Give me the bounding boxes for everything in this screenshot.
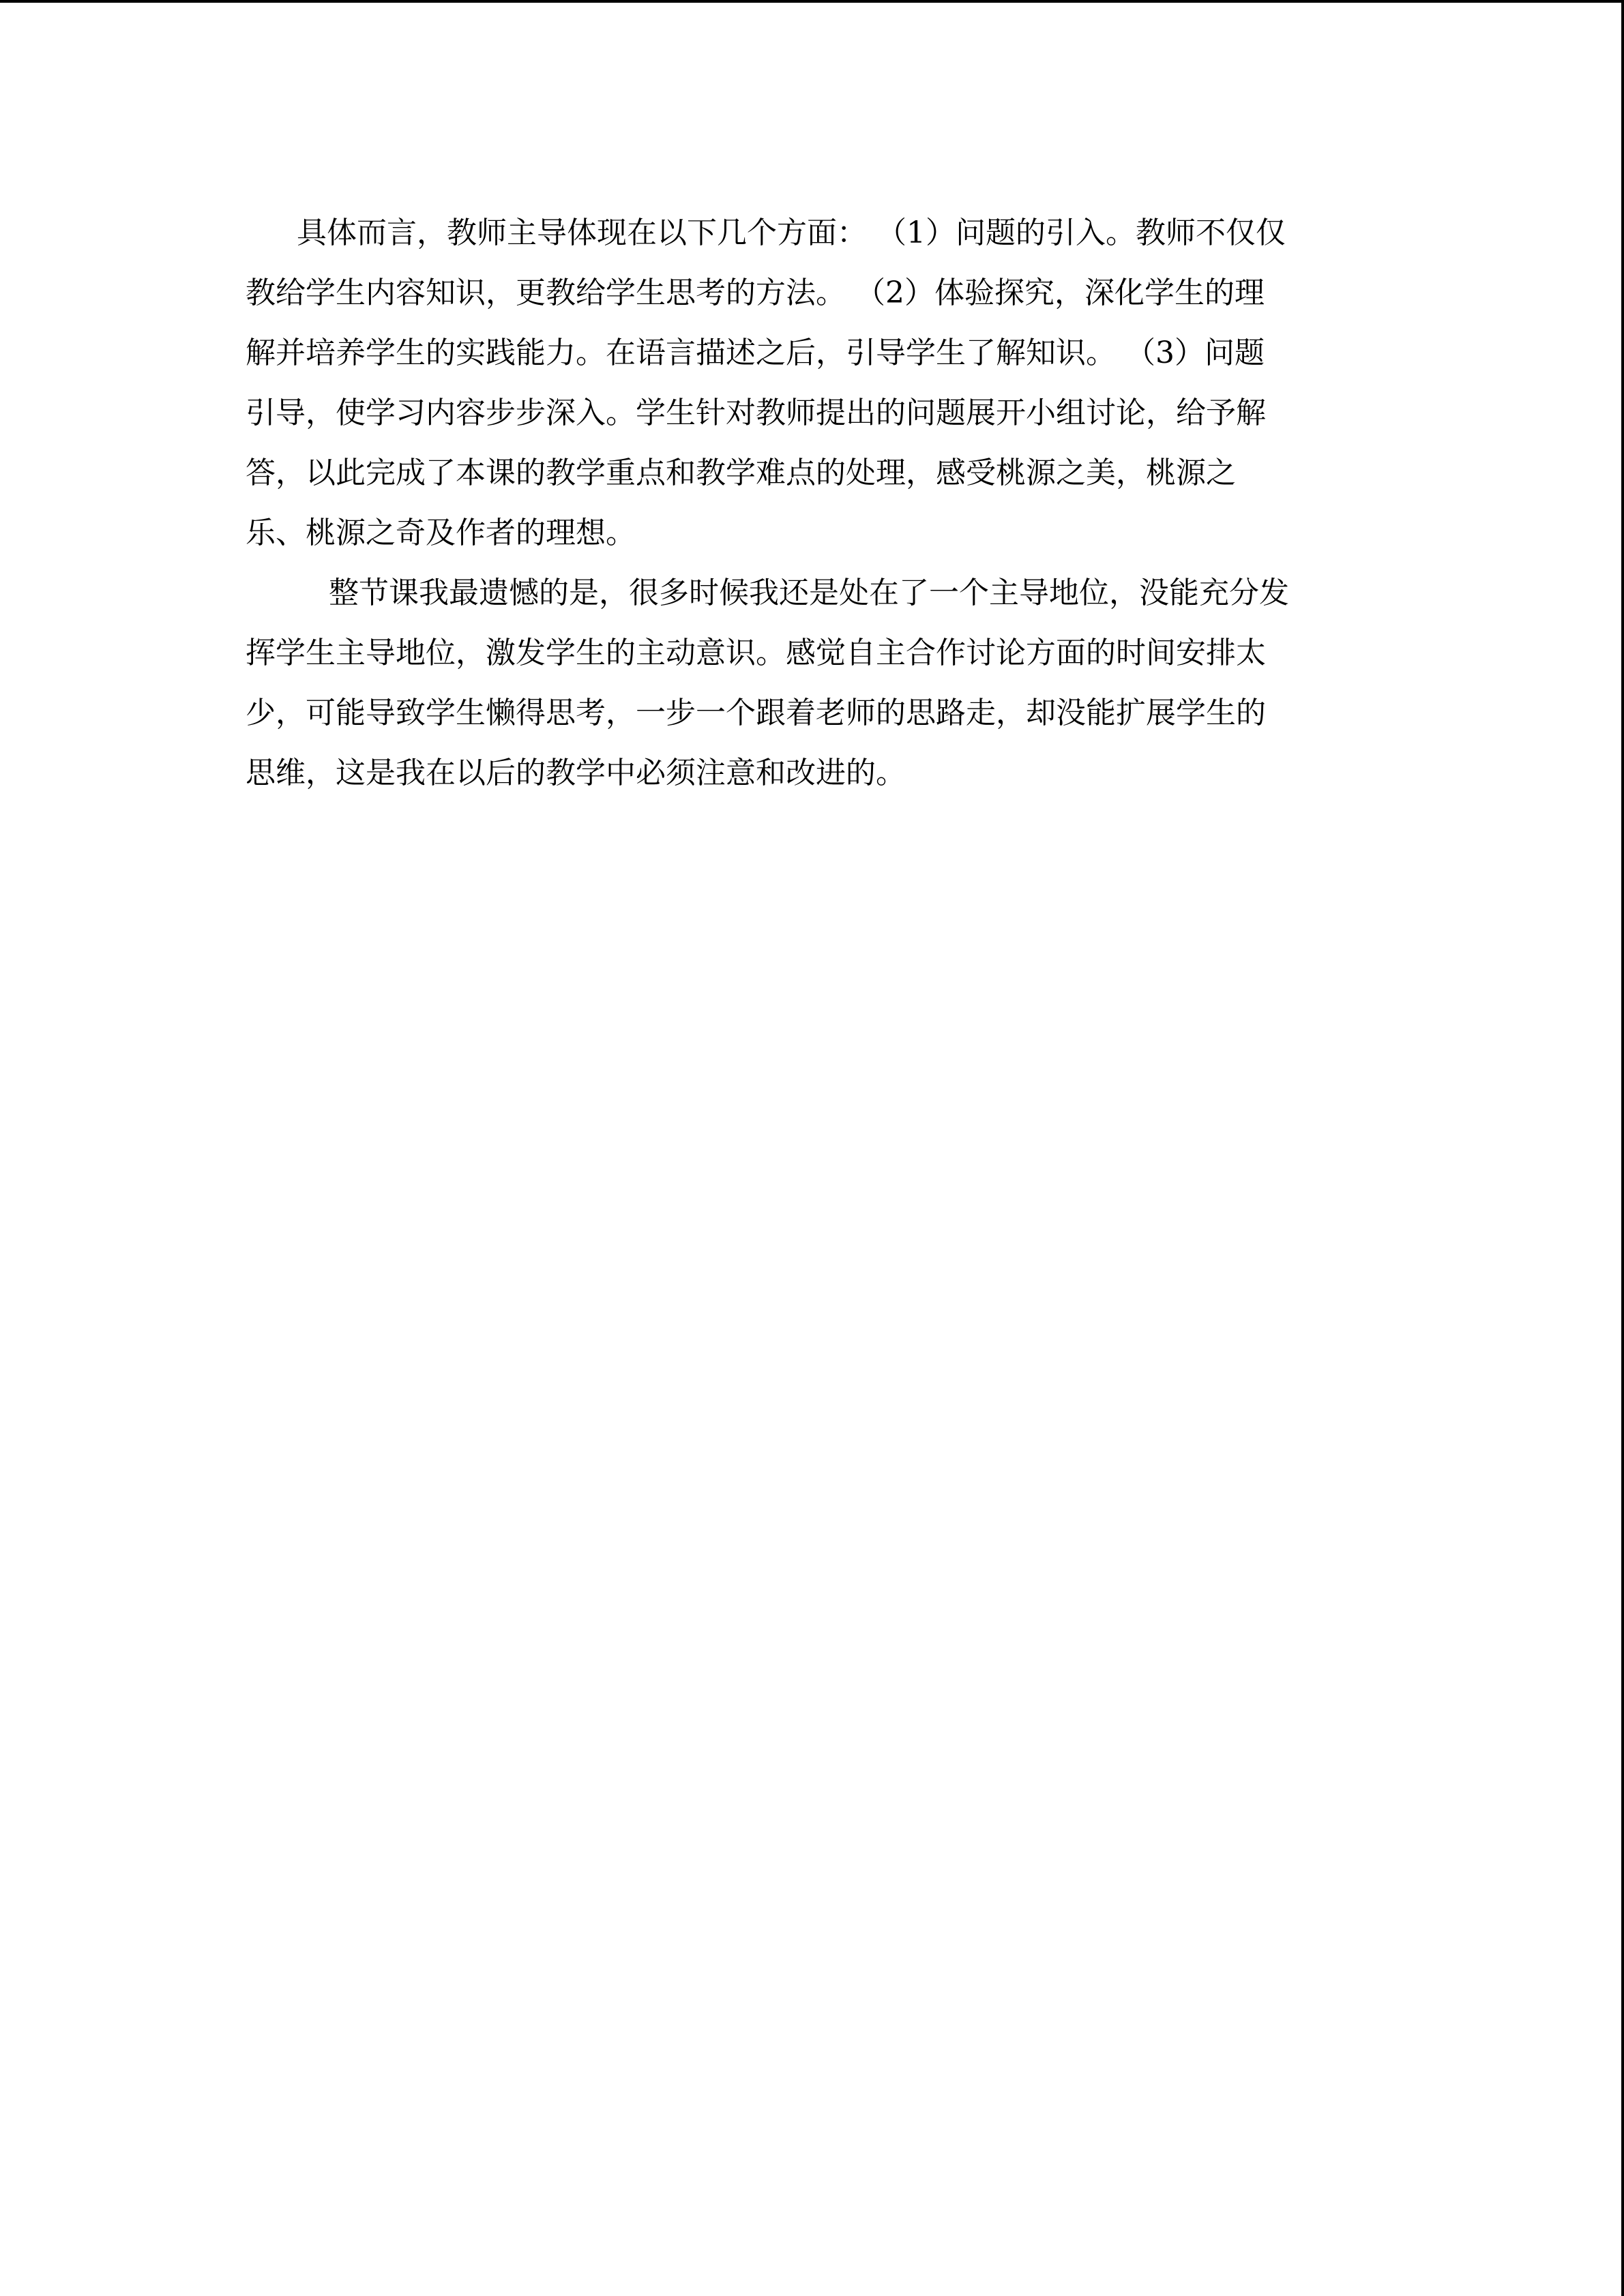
text-line: 教给学生内容知识，更教给学生思考的方法。 （2）体验探究，深化学生的理 [246,275,1265,310]
text-line: 整节课我最遗憾的是，很多时候我还是处在了一个主导地位，没能充分发 [329,576,1289,610]
text-line: 思维，这是我在以后的教学中必须注意和改进的。 [246,756,906,790]
page-right-border [1621,0,1624,2296]
page-top-border [0,0,1624,3]
text-line: 具体而言，教师主导体现在以下几个方面： （1）问题的引入。教师不仅仅 [297,215,1286,250]
text-line: 解并培养学生的实践能力。在语言描述之后，引导学生了解知识。 （3）问题 [246,336,1265,370]
text-line: 少，可能导致学生懒得思考，一步一个跟着老师的思路走，却没能扩展学生的 [246,696,1266,730]
text-line: 答，以此完成了本课的教学重点和教学难点的处理，感受桃源之美，桃源之 [246,456,1236,490]
text-line: 乐、桃源之奇及作者的理想。 [246,516,636,550]
document-body [246,203,1378,803]
text-line: 挥学生主导地位，激发学生的主动意识。感觉自主合作讨论方面的时间安排太 [246,636,1266,670]
paragraph-reflection [246,563,1378,803]
paragraph-teacher-guidance [246,203,1378,563]
text-line: 引导，使学习内容步步深入。学生针对教师提出的问题展开小组讨论，给予解 [246,396,1266,430]
